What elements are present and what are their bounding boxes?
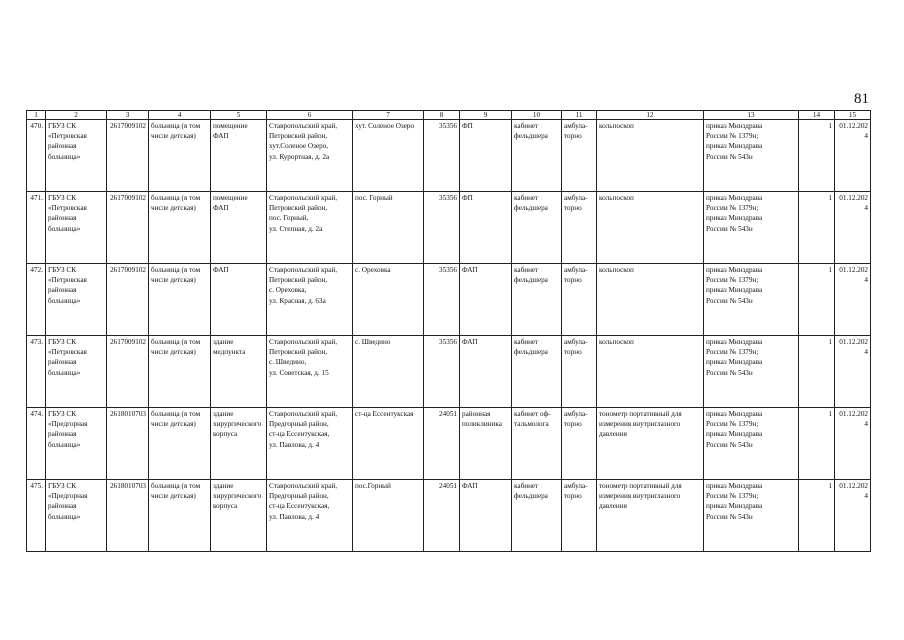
order-cell: [704, 120, 799, 192]
order-line: России № 1379н;: [706, 492, 759, 501]
care-form-line: амбула-: [564, 410, 588, 418]
care-form-line: торно: [564, 348, 582, 357]
order-line: России № 543н: [706, 224, 753, 233]
equipment-cell: [597, 408, 704, 480]
care-form-line: торно: [564, 204, 582, 213]
index-cell: 35356: [424, 120, 460, 192]
order-line: приказ Минздрава: [706, 266, 763, 274]
address-line: Предгорный район,: [269, 420, 329, 429]
order-line: России № 1379н;: [706, 348, 759, 357]
quantity-cell: 1: [799, 264, 835, 336]
facility-type-cell: [149, 192, 211, 264]
care-form-cell: [562, 480, 597, 552]
equipment-line: измерения внутриглазного: [599, 492, 681, 501]
settlement-cell: пос.Горный: [353, 480, 424, 552]
address-line: Петровский район,: [269, 276, 328, 285]
room-line: кабинет оф-: [514, 410, 551, 418]
address-line: Ставропольский край,: [269, 482, 338, 490]
organization-line: районная: [48, 502, 77, 511]
unit-cell: [460, 120, 512, 192]
organization-cell: [46, 408, 107, 480]
unit-line: ФАП: [462, 338, 478, 346]
unit-line: ФАП: [462, 266, 478, 274]
room-line: кабинет: [514, 338, 539, 346]
care-form-cell: [562, 264, 597, 336]
index-cell: 24051: [424, 480, 460, 552]
facility-type-line: числе детская): [151, 420, 196, 429]
care-form-cell: [562, 192, 597, 264]
address-line: Петровский район,: [269, 132, 328, 141]
building-cell: [211, 336, 267, 408]
table-row: [27, 192, 871, 264]
equipment-cell: [597, 192, 704, 264]
column-header: 9: [460, 111, 512, 120]
code-cell: 2617009102: [107, 264, 149, 336]
equipment-line: кольпоскоп: [599, 266, 634, 274]
quantity-cell: 1: [799, 120, 835, 192]
column-header: 5: [211, 111, 267, 120]
room-line: фельдшера: [514, 132, 548, 141]
organization-line: «Петровская: [48, 204, 87, 213]
care-form-line: торно: [564, 132, 582, 141]
equipment-cell: [597, 336, 704, 408]
facility-type-cell: [149, 264, 211, 336]
address-line: Петровский район,: [269, 204, 328, 213]
care-form-line: амбула-: [564, 194, 588, 202]
room-cell: [512, 192, 562, 264]
column-header: 3: [107, 111, 149, 120]
organization-cell: [46, 336, 107, 408]
code-cell: 2618010703: [107, 408, 149, 480]
organization-line: районная: [48, 142, 77, 151]
date-cell: 01.12.2024: [835, 336, 871, 408]
organization-cell: [46, 264, 107, 336]
address-line: ул. Степная, д. 2а: [269, 224, 323, 233]
page-number: 81: [854, 91, 869, 107]
care-form-line: торно: [564, 420, 582, 429]
order-line: приказ Минздрава: [706, 502, 763, 511]
facility-type-line: числе детская): [151, 276, 196, 285]
column-header: 14: [799, 111, 835, 120]
row-number-cell: 473.: [27, 336, 46, 408]
order-line: приказ Минздрава: [706, 286, 763, 295]
address-line: с. Ореховка,: [269, 286, 307, 295]
building-cell: [211, 264, 267, 336]
address-line: пос. Горный,: [269, 214, 309, 223]
care-form-line: торно: [564, 276, 582, 285]
equipment-cell: [597, 264, 704, 336]
order-line: России № 1379н;: [706, 420, 759, 429]
order-line: России № 1379н;: [706, 132, 759, 141]
equipment-line: тонометр портативный для: [599, 482, 682, 490]
order-line: приказ Минздрава: [706, 430, 763, 439]
address-line: ул. Павлова, д. 4: [269, 512, 320, 521]
facility-type-line: числе детская): [151, 132, 196, 141]
quantity-cell: 1: [799, 408, 835, 480]
building-line: помещение: [213, 122, 248, 130]
facility-type-line: больница (в том: [151, 122, 201, 130]
address-line: хут.Соленое Озеро,: [269, 142, 329, 151]
order-cell: [704, 192, 799, 264]
organization-line: районная: [48, 214, 77, 223]
building-cell: [211, 120, 267, 192]
date-cell: 01.12.2024: [835, 192, 871, 264]
address-line: Петровский район,: [269, 348, 328, 357]
organization-line: ГБУЗ СК: [48, 482, 77, 490]
date-cell: 01.12.2024: [835, 264, 871, 336]
address-cell: [267, 192, 353, 264]
column-header: 13: [704, 111, 799, 120]
building-line: ФАП: [213, 132, 229, 141]
settlement-cell: пос. Горный: [353, 192, 424, 264]
table-row: [27, 408, 871, 480]
address-line: Ставропольский край,: [269, 266, 338, 274]
equipment-line: тонометр портативный для: [599, 410, 682, 418]
room-line: кабинет: [514, 194, 539, 202]
address-line: ст-ца Ессентукская,: [269, 430, 330, 439]
order-line: России № 543н: [706, 512, 753, 521]
unit-line: ФАП: [462, 482, 478, 490]
column-header: 15: [835, 111, 871, 120]
column-header: 8: [424, 111, 460, 120]
building-line: корпуса: [213, 502, 238, 511]
table-row: [27, 120, 871, 192]
room-line: кабинет: [514, 122, 539, 130]
settlement-cell: с. Шведино: [353, 336, 424, 408]
building-line: ФАП: [213, 204, 229, 213]
order-line: приказ Минздрава: [706, 214, 763, 223]
organization-line: «Петровская: [48, 132, 87, 141]
settlement-cell: хут. Соленое Озеро: [353, 120, 424, 192]
organization-line: районная: [48, 358, 77, 367]
address-cell: [267, 480, 353, 552]
order-line: России № 543н: [706, 296, 753, 305]
column-header: 2: [46, 111, 107, 120]
table-row: [27, 480, 871, 552]
facility-type-line: больница (в том: [151, 338, 201, 346]
unit-line: ФП: [462, 194, 473, 202]
order-line: России № 1379н;: [706, 204, 759, 213]
facility-type-line: больница (в том: [151, 410, 201, 418]
column-header: 12: [597, 111, 704, 120]
room-line: фельдшера: [514, 492, 548, 501]
address-line: ул. Красная, д. 63а: [269, 296, 326, 305]
address-line: ул. Павлова, д. 4: [269, 440, 320, 449]
address-cell: [267, 408, 353, 480]
room-cell: [512, 336, 562, 408]
row-number-cell: 470.: [27, 120, 46, 192]
organization-line: больница»: [48, 368, 81, 377]
column-header: 1: [27, 111, 46, 120]
address-line: Ставропольский край,: [269, 410, 338, 418]
facility-type-line: больница (в том: [151, 194, 201, 202]
equipment-cell: [597, 480, 704, 552]
room-line: фельдшера: [514, 276, 548, 285]
care-form-line: амбула-: [564, 482, 588, 490]
facility-type-cell: [149, 408, 211, 480]
organization-line: «Петровская: [48, 276, 87, 285]
room-cell: [512, 408, 562, 480]
address-cell: [267, 336, 353, 408]
address-cell: [267, 264, 353, 336]
order-line: приказ Минздрава: [706, 410, 763, 418]
order-cell: [704, 264, 799, 336]
room-line: фельдшера: [514, 204, 548, 213]
room-line: кабинет: [514, 266, 539, 274]
settlement-cell: с. Ореховка: [353, 264, 424, 336]
care-form-line: амбула-: [564, 338, 588, 346]
address-line: ст-ца Ессентукская,: [269, 502, 330, 511]
code-cell: 2617009102: [107, 120, 149, 192]
date-cell: 01.12.2024: [835, 120, 871, 192]
order-line: приказ Минздрава: [706, 194, 763, 202]
facility-type-line: числе детская): [151, 348, 196, 357]
organization-cell: [46, 192, 107, 264]
unit-cell: [460, 192, 512, 264]
address-line: Предгорный район,: [269, 492, 329, 501]
organization-line: ГБУЗ СК: [48, 122, 77, 130]
column-header: 6: [267, 111, 353, 120]
room-line: фельдшера: [514, 348, 548, 357]
building-cell: [211, 192, 267, 264]
quantity-cell: 1: [799, 336, 835, 408]
equipment-line: измерения внутриглазного: [599, 420, 681, 429]
building-cell: [211, 408, 267, 480]
order-line: России № 543н: [706, 440, 753, 449]
address-line: ул. Курортная, д. 2а: [269, 152, 330, 161]
building-line: хирургического: [213, 420, 262, 429]
equipment-table: [26, 110, 871, 552]
order-line: России № 543н: [706, 368, 753, 377]
organization-line: районная: [48, 286, 77, 295]
building-line: ФАП: [213, 266, 229, 274]
address-cell: [267, 120, 353, 192]
organization-line: ГБУЗ СК: [48, 338, 77, 346]
organization-line: «Предгорная: [48, 420, 88, 429]
facility-type-line: больница (в том: [151, 266, 201, 274]
organization-line: ГБУЗ СК: [48, 410, 77, 418]
index-cell: 24051: [424, 408, 460, 480]
column-header: 4: [149, 111, 211, 120]
building-line: здание: [213, 410, 234, 418]
care-form-line: амбула-: [564, 122, 588, 130]
unit-line: ФП: [462, 122, 473, 130]
organization-line: больница»: [48, 440, 81, 449]
organization-line: больница»: [48, 296, 81, 305]
quantity-cell: 1: [799, 192, 835, 264]
address-line: Ставропольский край,: [269, 194, 338, 202]
order-line: приказ Минздрава: [706, 482, 763, 490]
order-cell: [704, 480, 799, 552]
facility-type-cell: [149, 336, 211, 408]
organization-line: ГБУЗ СК: [48, 266, 77, 274]
equipment-line: кольпоскоп: [599, 194, 634, 202]
equipment-line: кольпоскоп: [599, 338, 634, 346]
settlement-cell: ст-ца Ессентукская: [353, 408, 424, 480]
equipment-cell: [597, 120, 704, 192]
index-cell: 35356: [424, 192, 460, 264]
order-cell: [704, 408, 799, 480]
facility-type-line: больница (в том: [151, 482, 201, 490]
facility-type-cell: [149, 120, 211, 192]
organization-line: «Петровская: [48, 348, 87, 357]
order-line: России № 543н: [706, 152, 753, 161]
order-line: приказ Минздрава: [706, 358, 763, 367]
unit-cell: [460, 336, 512, 408]
building-line: здание: [213, 482, 234, 490]
order-line: приказ Минздрава: [706, 122, 763, 130]
building-line: медпункта: [213, 348, 246, 357]
index-cell: 35356: [424, 336, 460, 408]
unit-line: районная: [462, 410, 491, 418]
room-line: кабинет: [514, 482, 539, 490]
room-line: тальмолога: [514, 420, 549, 429]
order-line: России № 1379н;: [706, 276, 759, 285]
unit-cell: [460, 264, 512, 336]
unit-cell: [460, 408, 512, 480]
row-number-cell: 474.: [27, 408, 46, 480]
index-cell: 35356: [424, 264, 460, 336]
column-header: 10: [512, 111, 562, 120]
address-line: Ставропольский край,: [269, 338, 338, 346]
building-line: здание: [213, 338, 234, 346]
unit-line: поликлиника: [462, 420, 502, 429]
care-form-line: торно: [564, 492, 582, 501]
equipment-line: кольпоскоп: [599, 122, 634, 130]
code-cell: 2617009102: [107, 192, 149, 264]
column-header: 7: [353, 111, 424, 120]
order-line: приказ Минздрава: [706, 142, 763, 151]
table-row: [27, 264, 871, 336]
organization-line: районная: [48, 430, 77, 439]
code-cell: 2618010703: [107, 480, 149, 552]
facility-type-line: числе детская): [151, 204, 196, 213]
organization-cell: [46, 120, 107, 192]
equipment-line: давления: [599, 430, 627, 439]
organization-line: больница»: [48, 512, 81, 521]
care-form-cell: [562, 408, 597, 480]
organization-line: ГБУЗ СК: [48, 194, 77, 202]
building-cell: [211, 480, 267, 552]
row-number-cell: 472.: [27, 264, 46, 336]
building-line: корпуса: [213, 430, 238, 439]
building-line: помещение: [213, 194, 248, 202]
organization-cell: [46, 480, 107, 552]
address-line: с. Шведино,: [269, 358, 307, 367]
order-cell: [704, 336, 799, 408]
column-header: 11: [562, 111, 597, 120]
address-line: Ставропольский край,: [269, 122, 338, 130]
room-cell: [512, 120, 562, 192]
code-cell: 2617009102: [107, 336, 149, 408]
unit-cell: [460, 480, 512, 552]
room-cell: [512, 480, 562, 552]
order-line: приказ Минздрава: [706, 338, 763, 346]
care-form-line: амбула-: [564, 266, 588, 274]
organization-line: больница»: [48, 152, 81, 161]
date-cell: 01.12.2024: [835, 408, 871, 480]
date-cell: 01.12.2024: [835, 480, 871, 552]
facility-type-cell: [149, 480, 211, 552]
equipment-line: давления: [599, 502, 627, 511]
facility-type-line: числе детская): [151, 492, 196, 501]
table-header-row: [27, 111, 871, 120]
row-number-cell: 475.: [27, 480, 46, 552]
table-row: [27, 336, 871, 408]
care-form-cell: [562, 336, 597, 408]
room-cell: [512, 264, 562, 336]
quantity-cell: 1: [799, 480, 835, 552]
care-form-cell: [562, 120, 597, 192]
organization-line: «Предгорная: [48, 492, 88, 501]
organization-line: больница»: [48, 224, 81, 233]
building-line: хирургического: [213, 492, 262, 501]
row-number-cell: 471.: [27, 192, 46, 264]
address-line: ул. Советская, д. 15: [269, 368, 329, 377]
